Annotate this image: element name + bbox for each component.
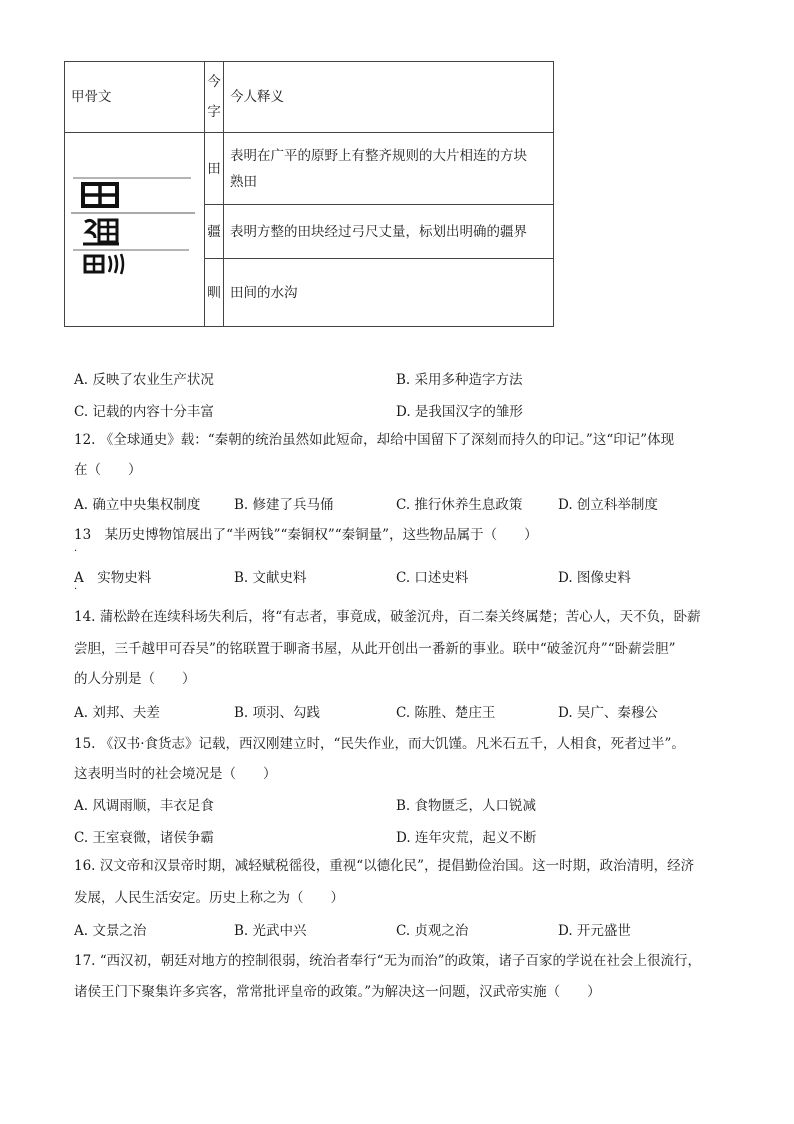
header-oracle: 甲骨文 (65, 62, 205, 133)
q13-option-d[interactable]: D. 图像史料 (558, 570, 631, 586)
q11-option-b[interactable]: B. 采用多种造字方法 (396, 372, 523, 388)
q11-option-a[interactable]: A. 反映了农业生产状况 (74, 372, 214, 388)
char-jiang: 疆 (205, 205, 224, 259)
q16-option-a[interactable]: A. 文景之治 (74, 923, 147, 939)
meaning-tian: 表明在广平的原野上有整齐规则的大片相连的方块熟田 (224, 133, 554, 205)
q15-option-a[interactable]: A. 风调雨顺，丰衣足食 (74, 798, 214, 814)
q13-option-b[interactable]: B. 文献史料 (234, 570, 307, 586)
q16-option-c[interactable]: C. 贞观之治 (396, 923, 469, 939)
q11-option-d[interactable]: D. 是我国汉字的雏形 (396, 404, 523, 420)
q11-options-row2 (74, 400, 724, 424)
q13-dot-marker-2: · (74, 584, 78, 595)
q11-option-c[interactable]: C. 记载的内容十分丰富 (74, 404, 214, 420)
q14-stem-line3: 的人分别是（ ） (74, 671, 196, 687)
q12-option-d[interactable]: D. 创立科举制度 (558, 497, 658, 513)
header-meaning: 今人释义 (224, 62, 554, 133)
q12-stem-line2: 在（ ） (74, 462, 142, 478)
q13-dot-marker: · (74, 546, 78, 557)
q12-option-c[interactable]: C. 推行休养生息政策 (396, 497, 523, 513)
q13-option-c[interactable]: C. 口述史料 (396, 570, 469, 586)
meaning-quan: 田间的水沟 (224, 259, 554, 327)
q15-stem-line2: 这表明当时的社会境况是（ ） (74, 766, 277, 782)
q14-stem-line1: 14. 蒲松龄在连续科场失利后，将“有志者，事竟成，破釜沉舟，百二秦关终属楚；苦心人，天不负，卧薪 (74, 609, 701, 625)
oracle-bone-glyphs-image (71, 170, 195, 280)
char-quan: 甽 (205, 259, 224, 327)
q15-option-d[interactable]: D. 连年灾荒，起义不断 (396, 830, 537, 846)
q12-stem-line1: 12. 《全球通史》载：“秦朝的统治虽然如此短命，却给中国留下了深刻而持久的印记。”这“印记”体现 (74, 432, 675, 448)
q14-option-b[interactable]: B. 项羽、勾践 (234, 705, 321, 721)
q15-option-b[interactable]: B. 食物匮乏，人口锐减 (396, 798, 537, 814)
q12-option-a[interactable]: A. 确立中央集权制度 (74, 497, 201, 513)
q15-options-row2 (74, 826, 724, 850)
q15-option-c[interactable]: C. 王室衰微，诸侯争霸 (74, 830, 214, 846)
q13-option-a[interactable]: A 实物史料 (74, 570, 152, 586)
q16-stem-line1: 16. 汉文帝和汉景帝时期，减轻赋税徭役，重视“以德化民”，提倡勤俭治国。这一时期，政治清明，经济 (74, 858, 695, 874)
oracle-bone-table (64, 61, 554, 327)
q16-options (74, 919, 724, 943)
q15-options-row1 (74, 794, 724, 818)
q12-options (74, 493, 724, 517)
header-modern-char: 今字 (205, 62, 224, 133)
q14-stem-line2: 尝胆，三千越甲可吞吴”的铭联置于聊斋书屋，从此开创出一番新的事业。联中“破釜沉舟”“卧薪尝胆” (74, 641, 676, 657)
q16-option-d[interactable]: D. 开元盛世 (558, 923, 631, 939)
q15-stem-line1: 15. 《汉书·食货志》记载，西汉刚建立时，“民失作业，而大饥馑。凡米石五千，人相食，死者过半”。 (74, 736, 685, 752)
q11-options-row1 (74, 368, 724, 392)
char-tian: 田 (205, 133, 224, 205)
q12-option-b[interactable]: B. 修建了兵马俑 (234, 497, 334, 513)
q16-option-b[interactable]: B. 光武中兴 (234, 923, 307, 939)
q13-stem: 13 某历史博物馆展出了“半两钱”“秦铜权”“秦铜量”，这些物品属于（ ） (74, 527, 538, 543)
q14-option-c[interactable]: C. 陈胜、楚庄王 (396, 705, 496, 721)
q17-stem-line1: 17. “西汉初，朝廷对地方的控制很弱，统治者奉行“无为而治”的政策，诸子百家的学说在社会上很流行， (74, 953, 701, 969)
q14-option-a[interactable]: A. 刘邦、夫差 (74, 705, 160, 721)
meaning-jiang: 表明方整的田块经过弓尺丈量，标划出明确的疆界 (224, 205, 554, 259)
q14-options (74, 701, 724, 725)
q16-stem-line2: 发展，人民生活安定。历史上称之为（ ） (74, 890, 344, 906)
q17-stem-line2: 诸侯王门下聚集许多宾客，常常批评皇帝的政策。”为解决这一问题，汉武帝实施（ ） (74, 984, 601, 1000)
q13-options (74, 566, 724, 590)
oracle-image-cell (65, 133, 205, 327)
q14-option-d[interactable]: D. 吴广、秦穆公 (558, 705, 658, 721)
